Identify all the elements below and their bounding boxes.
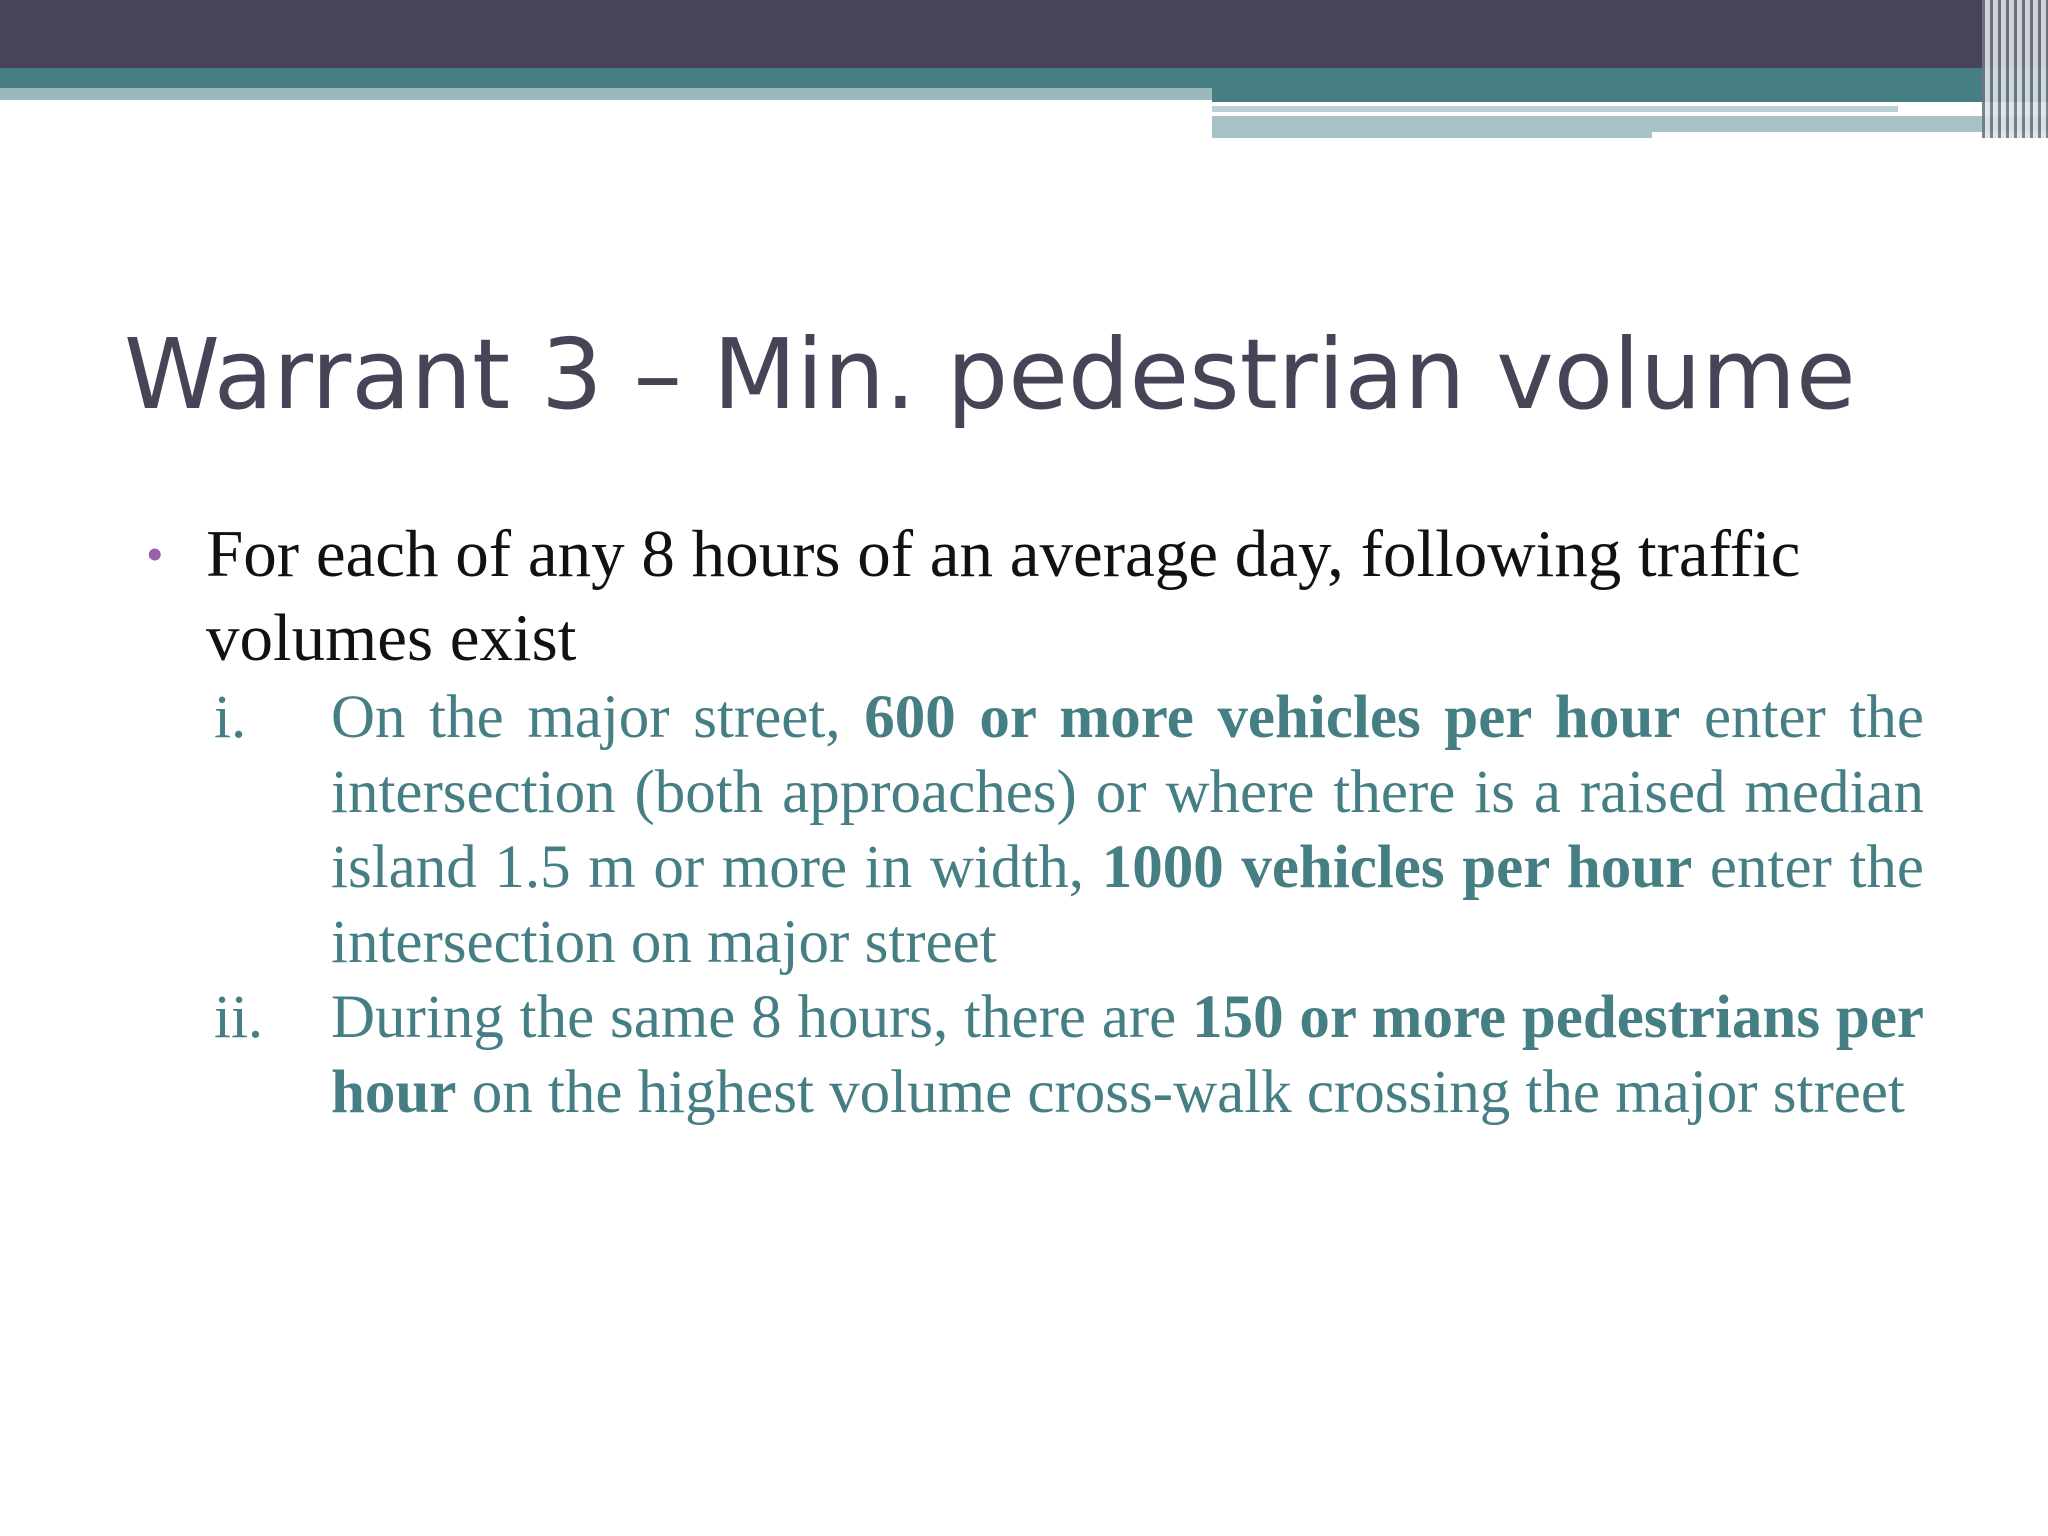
sub-item-bold-text: 600 or more vehicles per hour [864,684,1681,751]
bullet-text: For each of any 8 hours of an average day, following traffic volumes exist [206,517,1801,675]
sub-item-number: ii. [214,984,264,1051]
header-bar-teal-right [1212,88,2048,102]
sub-item-text: On the major street, [331,684,865,751]
header-bar-dark [0,0,2048,68]
sub-item-text: During the same 8 hours, there are [331,984,1193,1051]
slide-title: Warrant 3 – Min. pedestrian volume [124,318,1856,431]
header-bar-light-left [0,88,1212,100]
header-line-thin [1212,106,1898,112]
sub-item-number: i. [214,684,247,751]
slide-content [146,512,1926,1130]
sub-item-text: enter the intersection on major street [331,834,1925,976]
sub-item-bold-text: 1000 vehicles per hour [1101,834,1693,901]
sub-list [146,680,1926,1130]
header-stripes-decoration [1982,0,2048,138]
sub-item-text: enter the intersection (both approaches) or where there is a raised median island 1.5 m or more in width, [331,684,1925,901]
bullet-item [146,512,1906,680]
sub-item-text: on the highest volume cross-walk crossing the major street [456,1059,1905,1126]
header-bar-teal [0,68,2048,88]
sub-item-bold-text: 150 or more pedestrians per hour [331,984,1924,1126]
sub-item-i [146,680,1924,980]
bullet-dot-icon: • [146,526,164,582]
sub-item-ii [146,980,1924,1130]
